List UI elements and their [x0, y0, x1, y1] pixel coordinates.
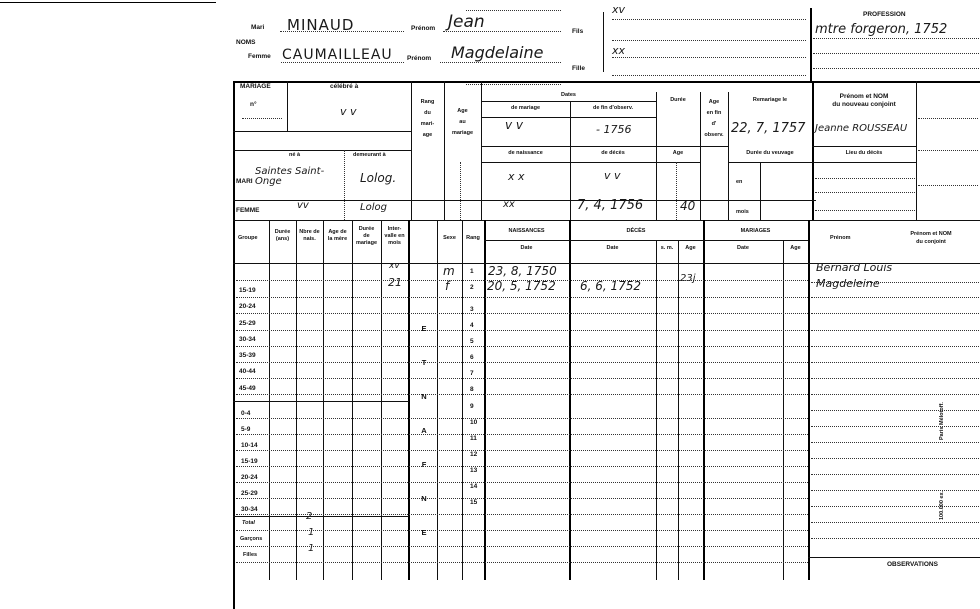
child-2-rang: 2	[470, 284, 474, 291]
child-1-naissance: 23, 8, 1750	[488, 264, 557, 278]
rang-mariage-label: Rang du mari- age	[420, 99, 435, 138]
nouveau-conjoint-label: Prénom et NOM du nouveau conjoint	[832, 93, 896, 108]
date-mariage-value: v v	[505, 118, 524, 132]
profession-value: mtre forgeron, 1752	[815, 22, 948, 37]
numero-label: n°	[250, 101, 257, 108]
sexe-label: Sexe	[443, 235, 456, 241]
date-fin-value: - 1756	[596, 123, 632, 136]
age-fin-label: Age en fin d' observ.	[704, 99, 724, 138]
femme-nom: CAUMAILLEAU	[282, 47, 393, 63]
date-fin-label: de fin d'observ.	[592, 105, 634, 111]
groupe-label: Groupe	[238, 235, 258, 241]
femme-prenom-label: Prénom	[407, 55, 432, 62]
duree-label: Durée	[670, 97, 686, 103]
age-mere-label: Age de la mère	[327, 229, 348, 242]
age-mariage-label: Age au mariage	[451, 108, 474, 136]
mois-label: mois	[736, 209, 749, 215]
deces-date-label: Date	[606, 245, 619, 251]
prenom-nom-conjoint-label: Prénom et NOM du conjoint	[910, 231, 952, 245]
duree-veuvage-label: Durée du veuvage	[746, 150, 794, 156]
duree-ans-label: Durée (ans)	[274, 229, 291, 242]
date-mariage-label: de mariage	[510, 105, 541, 111]
mari-prenom: Jean	[448, 12, 485, 32]
deces-age-label: Age	[685, 245, 696, 251]
child-2-sexe: f	[445, 279, 450, 293]
mariages-label: MARIAGES	[740, 228, 771, 234]
celebre-label: célébré à	[330, 83, 359, 90]
femme-deces: 7, 4, 1756	[577, 198, 644, 213]
enfants-vertical-label: E T N A F N E	[421, 324, 427, 537]
garcons-label: Garçons	[240, 536, 263, 542]
femme-prenom: Magdelaine	[451, 43, 544, 62]
mariage-age-label: Age	[790, 245, 801, 251]
child-1-sexe: m	[443, 264, 455, 278]
naissance-label: de naissance	[508, 150, 543, 156]
femme-demeurant: Lolog	[360, 202, 387, 213]
naissance-date-label: Date	[520, 245, 533, 251]
intervalle-value-2: 21	[388, 276, 402, 289]
femme-naissance: xx	[503, 199, 515, 210]
en-label: en	[736, 179, 743, 185]
deces-label: de décès	[601, 150, 625, 156]
filles-stat-value: 1	[308, 543, 315, 554]
mari-prenom-label: Prénom	[411, 25, 436, 32]
mari-naissance: x x	[508, 170, 525, 183]
fils-mark: xv	[612, 3, 626, 16]
mari-row-label: MARI	[236, 178, 253, 185]
femme-label: Femme	[248, 53, 271, 60]
child-2-naissance: 20, 5, 1752	[487, 279, 556, 293]
mariage-title: MARIAGE	[240, 83, 271, 90]
intervalle-value-1: xv	[389, 261, 400, 271]
mari-deces: v v	[604, 169, 621, 182]
fils-label: Fils	[572, 28, 584, 35]
mari-demeurant: Lolog.	[360, 171, 397, 185]
mariage-date-label: Date	[737, 245, 749, 251]
total-label: Total	[242, 520, 255, 526]
femme-ne-a: vv	[297, 200, 309, 211]
duree-mariage-label: Durée de mariage	[355, 226, 378, 246]
prenom-enfant-label: Prénom	[830, 235, 851, 241]
intervalle-label: Inter- valle en mois	[384, 226, 405, 246]
age-groups-2: 0-4 5-9 10-14 15-19 20-24 25-29 30-34	[241, 410, 258, 513]
lieu-deces-label: Lieu du décès	[845, 150, 883, 156]
ne-a-label: né à	[289, 152, 301, 158]
femme-row-label: FEMME	[236, 207, 260, 214]
mari-ne-a: Saintes Saint-Onge	[255, 166, 325, 187]
child-2-age: 23j	[680, 273, 696, 284]
dates-label: Dates	[561, 92, 576, 98]
mari-nom: MINAUD	[287, 16, 355, 34]
child-1-rang: 1	[470, 268, 474, 275]
child-2-prenom: Magdeleine	[816, 277, 880, 290]
filles-stat-label: Filles	[243, 552, 258, 558]
noms-label: NOMS	[236, 39, 256, 46]
nbre-nais-label: Nbre de nais.	[299, 229, 320, 242]
naissances-label: NAISSANCES	[508, 228, 545, 234]
filles-label: Fille	[572, 65, 586, 72]
age-col-label: Age	[672, 150, 684, 156]
total-value: 2	[306, 511, 313, 522]
remariage-value: 22, 7, 1757	[731, 121, 806, 136]
child-1-prenom: Bernard Louis	[816, 261, 893, 274]
nouveau-conjoint-value: Jeanne ROUSSEAU	[815, 123, 908, 134]
femme-age: 40	[680, 199, 696, 213]
deces-enfant-label: DÉCÈS	[626, 228, 646, 234]
garcons-value: 1	[308, 527, 315, 538]
empty-ranks: 3 4 5 6 7 8 9 10 11 12 13 14 15	[470, 306, 478, 507]
printer-mark: Paris Mélotoff.	[939, 402, 945, 440]
observations-label: OBSERVATIONS	[887, 561, 938, 568]
age-groups: 15-19 20-24 25-29 30-34 35-39 40-44 45-49	[239, 287, 256, 392]
profession-label: PROFESSION	[863, 11, 906, 18]
rang-enfant-label: Rang	[466, 235, 480, 241]
sm-label: s. m.	[660, 245, 674, 251]
celebre-value: v v	[340, 105, 357, 118]
demeurant-label: demeurant à	[353, 152, 386, 158]
filles-mark: xx	[612, 44, 626, 57]
copies-mark: 100.000 ex.	[939, 490, 945, 520]
remariage-label: Remariage le	[752, 97, 788, 103]
mari-label: Mari	[251, 24, 265, 31]
child-2-deces: 6, 6, 1752	[580, 279, 642, 293]
